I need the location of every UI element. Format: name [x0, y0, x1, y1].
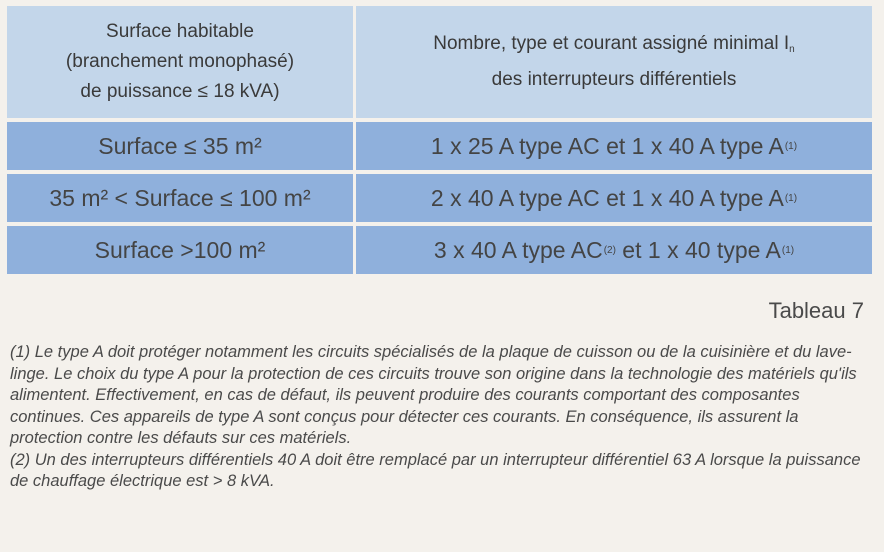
header-surface-line: de puissance ≤ 18 kVA) [80, 81, 280, 102]
header-devices-line: des interrupteurs différentiels [491, 69, 737, 90]
header-surface [7, 6, 353, 118]
devices-cell [353, 226, 872, 274]
devices-text: 2 x 40 A type AC et 1 x 40 A type A [430, 184, 784, 211]
surface-cell: Surface ≤ 35 m² [7, 122, 353, 170]
footnotes [10, 342, 870, 493]
footnote-2: (2) Un des interrupteurs différentiels 40 A doit être remplacé par un interrupteur différentiel 63 A lorsque la puissance de chauffage électrique est > 8 kVA. [10, 450, 861, 490]
footnote-ref: (1) [781, 244, 795, 256]
header-devices-subscript: n [789, 44, 795, 55]
table-caption: Tableau 7 [768, 298, 864, 323]
devices-text: 1 x 25 A type AC et 1 x 40 A type A [430, 132, 784, 159]
footnote-ref: (2) [603, 244, 616, 256]
header-surface-line: Surface habitable [106, 21, 254, 42]
rcd-table [7, 6, 872, 274]
surface-cell: Surface >100 m² [7, 226, 353, 274]
header-surface-line: (branchement monophasé) [65, 51, 295, 72]
surface-cell: 35 m² < Surface ≤ 100 m² [7, 174, 353, 222]
footnote-ref: (1) [784, 192, 798, 204]
footnote-1: (1) Le type A doit protéger notamment les circuits spécialisés de la plaque de cuisson ou de la cuisinière et du lave-linge. Le choix du type A pour la protection de ces circuits trouve son origine dans la technologie des matériels qu'ils alimentent. Effectivement, en cas de défaut, ils peuvent produire des courants comportant des composantes continues. Ces appareils de type A sont conçus pour détecter ces courants. En conséquence, ils assurent la protection contre les défauts sur ces matériels. [10, 343, 857, 447]
devices-text: 3 x 40 A type AC [433, 236, 603, 263]
header-devices-line [433, 29, 794, 65]
devices-text: et 1 x 40 type A [615, 236, 781, 263]
header-devices [353, 6, 872, 118]
table-row [7, 174, 872, 222]
devices-cell [353, 122, 872, 170]
table-row [7, 122, 872, 170]
table-header-row [7, 6, 872, 118]
header-devices-text: Nombre, type et courant assigné minimal I [433, 33, 790, 54]
devices-cell [353, 174, 872, 222]
footnote-ref: (1) [784, 140, 798, 152]
table-row [7, 226, 872, 274]
